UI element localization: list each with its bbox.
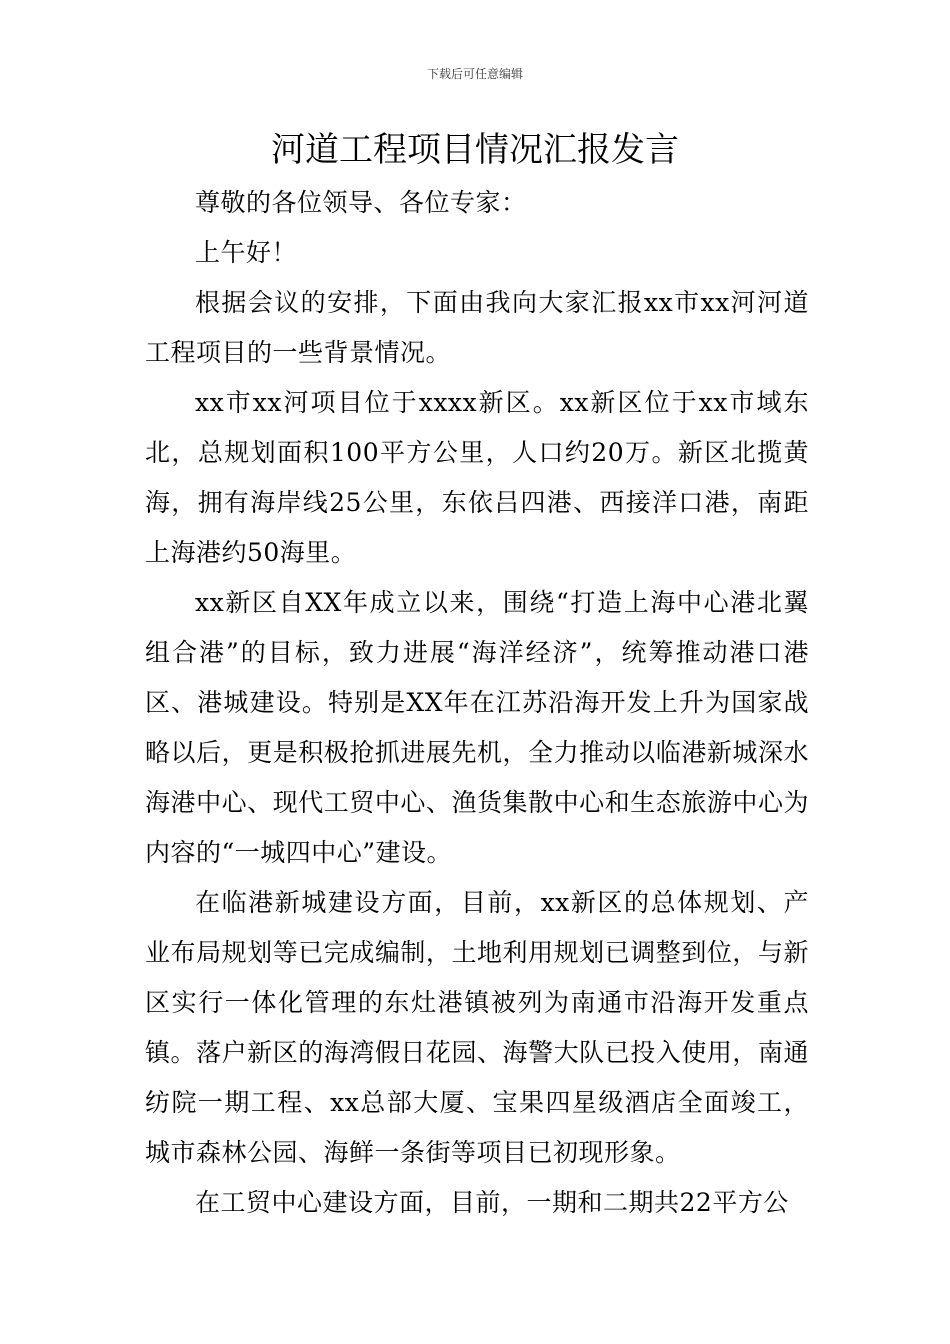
document-title: 河道工程项目情况汇报发言	[271, 130, 679, 170]
paragraph-greeting: 上午好！	[195, 238, 298, 267]
paragraph-location: xx市xx河项目位于xxxx新区。xx新区位于xx市域东北，总规划面积100平方公里，人口约20万。新区北揽黄海，拥有海岸线25公里，东依吕四港、西接洋口港，南距上海港约50海里。	[145, 388, 809, 567]
paragraph-development: xx新区自XX年成立以来，围绕“打造上海中心港北翼组合港”的目标，致力进展“海洋经济”，统筹推动港口港区、港城建设。特别是XX年在江苏沿海开发上升为国家战略以后，更是积极抢抓进展先机，全力推动以临港新城深水海港中心、现代工贸中心、渔货集散中心和生态旅游中心为内容的“一城四中心”建设。	[145, 588, 809, 867]
header-note: 下载后可任意编辑	[426, 67, 523, 81]
paragraph-intro: 根据会议的安排，下面由我向大家汇报xx市xx河河道工程项目的一些背景情况。	[145, 288, 809, 367]
paragraph-salutation: 尊敬的各位领导、各位专家：	[195, 188, 527, 217]
paragraph-trade-center: 在工贸中心建设方面，目前，一期和二期共22平方公	[195, 1188, 789, 1217]
paragraph-new-city: 在临港新城建设方面，目前，xx新区的总体规划、产业布局规划等已完成编制，土地利用规划已调整到位，与新区实行一体化管理的东灶港镇被列为南通市沿海开发重点镇。落户新区的海湾假日花园、海警大队已投入使用，南通纺院一期工程、xx总部大厦、宝果四星级酒店全面竣工，城市森林公园、海鲜一条街等项目已初现形象。	[145, 888, 809, 1167]
document-body	[145, 178, 809, 1228]
